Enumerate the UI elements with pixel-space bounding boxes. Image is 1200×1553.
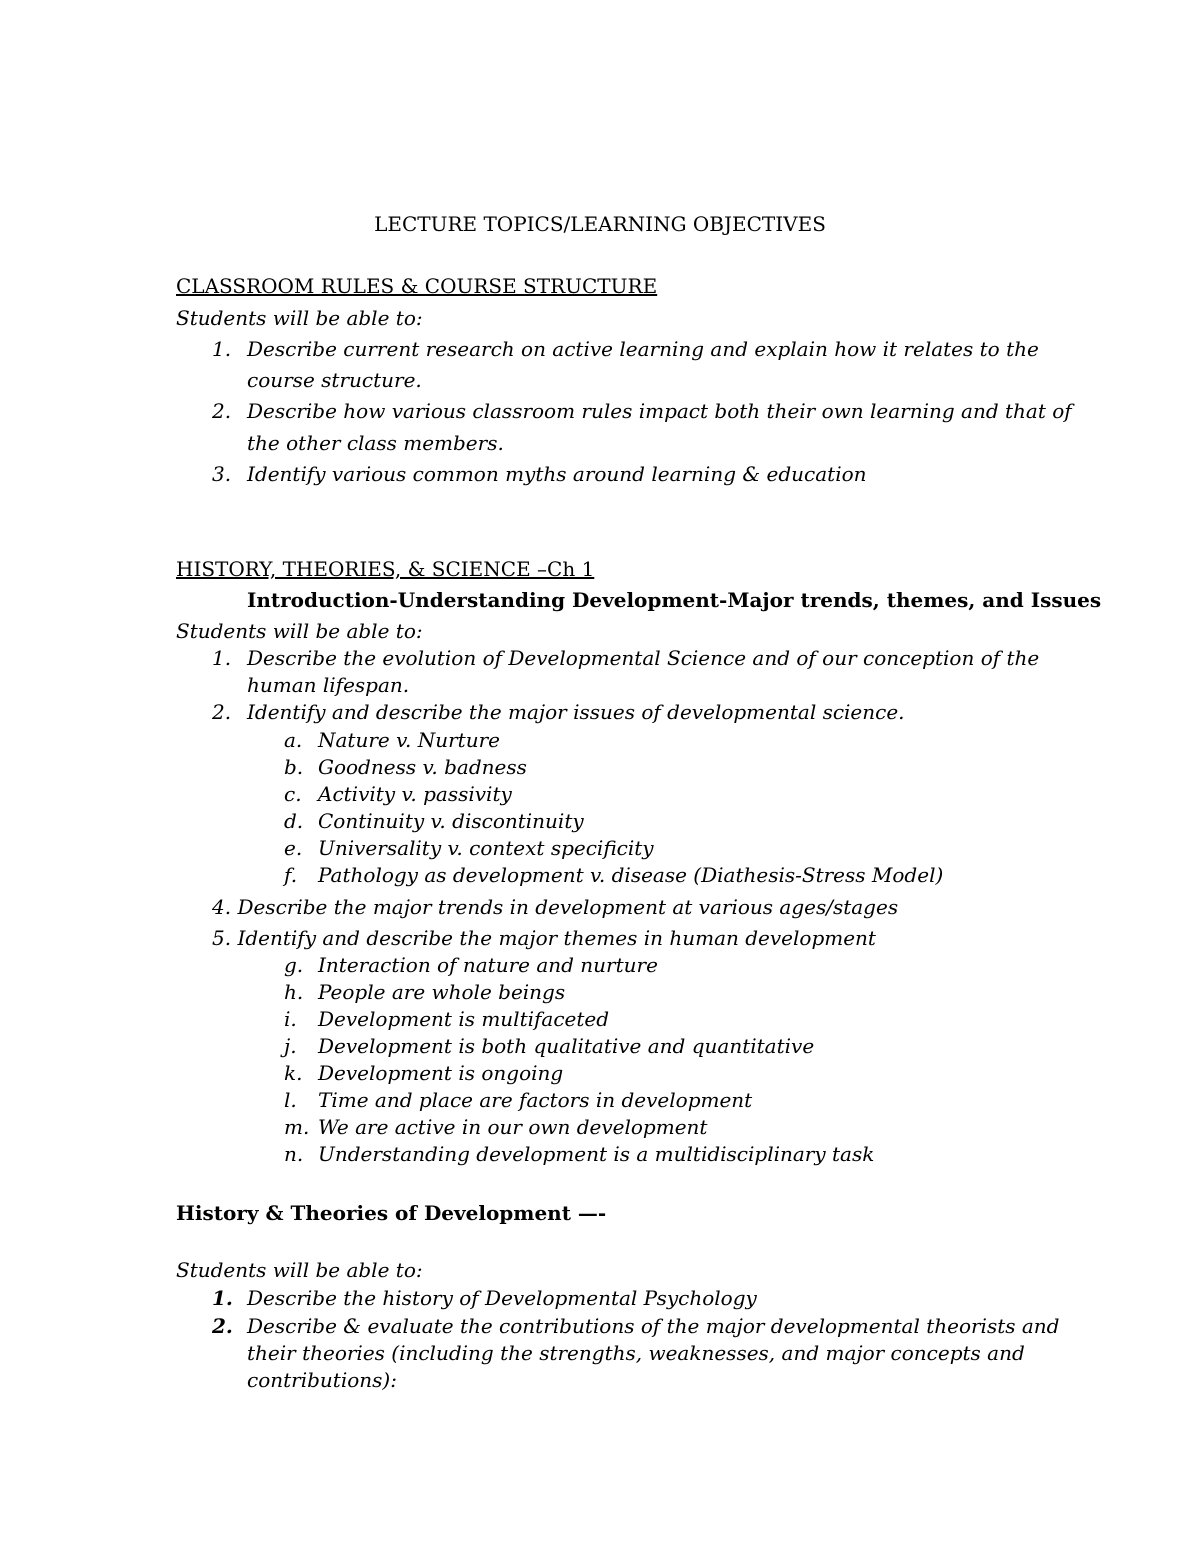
sublist-item: We are active in our own development: [318, 1115, 708, 1139]
list-item-text: their theories (including the strengths, weaknesses, and major concepts and: [247, 1341, 1025, 1365]
sublist-letter: i.: [284, 1007, 297, 1031]
list-item-text: 4. Describe the major trends in development at various ages/stages: [212, 895, 899, 919]
list-number: 2.: [212, 700, 232, 724]
page-title: LECTURE TOPICS/LEARNING OBJECTIVES: [374, 212, 826, 236]
sublist-letter: g.: [284, 953, 304, 977]
sublist-letter: l.: [284, 1088, 297, 1112]
list-number: 1.: [212, 337, 232, 361]
sublist-letter: n.: [284, 1142, 304, 1166]
list-item-text: Describe the evolution of Developmental Science and of our conception of the: [247, 646, 1040, 670]
sublist-item: Development is multifaceted: [318, 1007, 610, 1031]
sublist-item: Continuity v. discontinuity: [318, 809, 584, 833]
list-item-text: 5. Identify and describe the major themes in human development: [212, 926, 876, 950]
list-item-text: Identify various common myths around learning & education: [247, 462, 867, 486]
sublist-item: Understanding development is a multidisciplinary task: [318, 1142, 875, 1166]
section-heading-history-theories-development: History & Theories of Development —-: [176, 1201, 607, 1225]
list-item-text: Describe current research on active learning and explain how it relates to the: [247, 337, 1039, 361]
sublist-item: Development is ongoing: [318, 1061, 564, 1085]
sublist-item: People are whole beings: [318, 980, 566, 1004]
sublist-item: Nature v. Nurture: [318, 728, 500, 752]
sublist-item: Universality v. context specificity: [318, 836, 654, 860]
sublist-letter: k.: [284, 1061, 303, 1085]
sublist-letter: j.: [284, 1034, 297, 1058]
list-number: 1.: [212, 646, 232, 670]
sublist-letter: e.: [284, 836, 303, 860]
sublist-letter: m.: [284, 1115, 310, 1139]
section-subheading: Introduction-Understanding Development-Major trends, themes, and Issues: [247, 588, 1102, 612]
list-item-text: Identify and describe the major issues of developmental science.: [247, 700, 905, 724]
list-item-text: course structure.: [247, 368, 422, 392]
sublist-letter: f.: [284, 863, 298, 887]
sublist-item: Interaction of nature and nurture: [318, 953, 658, 977]
list-item-text: human lifespan.: [247, 673, 410, 697]
section-heading-classroom-rules: CLASSROOM RULES & COURSE STRUCTURE: [176, 274, 658, 298]
sublist-item: Development is both qualitative and quantitative: [318, 1034, 815, 1058]
list-number: 2.: [212, 1314, 233, 1338]
list-item-text: the other class members.: [247, 431, 504, 455]
sublist-letter: a.: [284, 728, 303, 752]
sublist-item: Activity v. passivity: [318, 782, 512, 806]
section-heading-history-theories-science: HISTORY, THEORIES, & SCIENCE –Ch 1: [176, 557, 595, 581]
section-intro: Students will be able to:: [176, 619, 423, 643]
section-intro: Students will be able to:: [176, 1258, 423, 1282]
sublist-letter: c.: [284, 782, 302, 806]
sublist-item: Time and place are factors in development: [318, 1088, 753, 1112]
list-item-text: Describe how various classroom rules impact both their own learning and that of: [247, 399, 1072, 423]
list-item-text: Describe & evaluate the contributions of the major developmental theorists and: [247, 1314, 1060, 1338]
list-number: 1.: [212, 1286, 233, 1310]
section-intro: Students will be able to:: [176, 306, 423, 330]
list-item-text: Describe the history of Developmental Psychology: [247, 1286, 757, 1310]
sublist-item: Goodness v. badness: [318, 755, 527, 779]
sublist-item: Pathology as development v. disease (Diathesis-Stress Model): [318, 863, 944, 887]
list-number: 2.: [212, 399, 232, 423]
sublist-letter: d.: [284, 809, 304, 833]
list-number: 3.: [212, 462, 232, 486]
list-item-text: contributions):: [247, 1368, 397, 1392]
sublist-letter: h.: [284, 980, 304, 1004]
sublist-letter: b.: [284, 755, 304, 779]
